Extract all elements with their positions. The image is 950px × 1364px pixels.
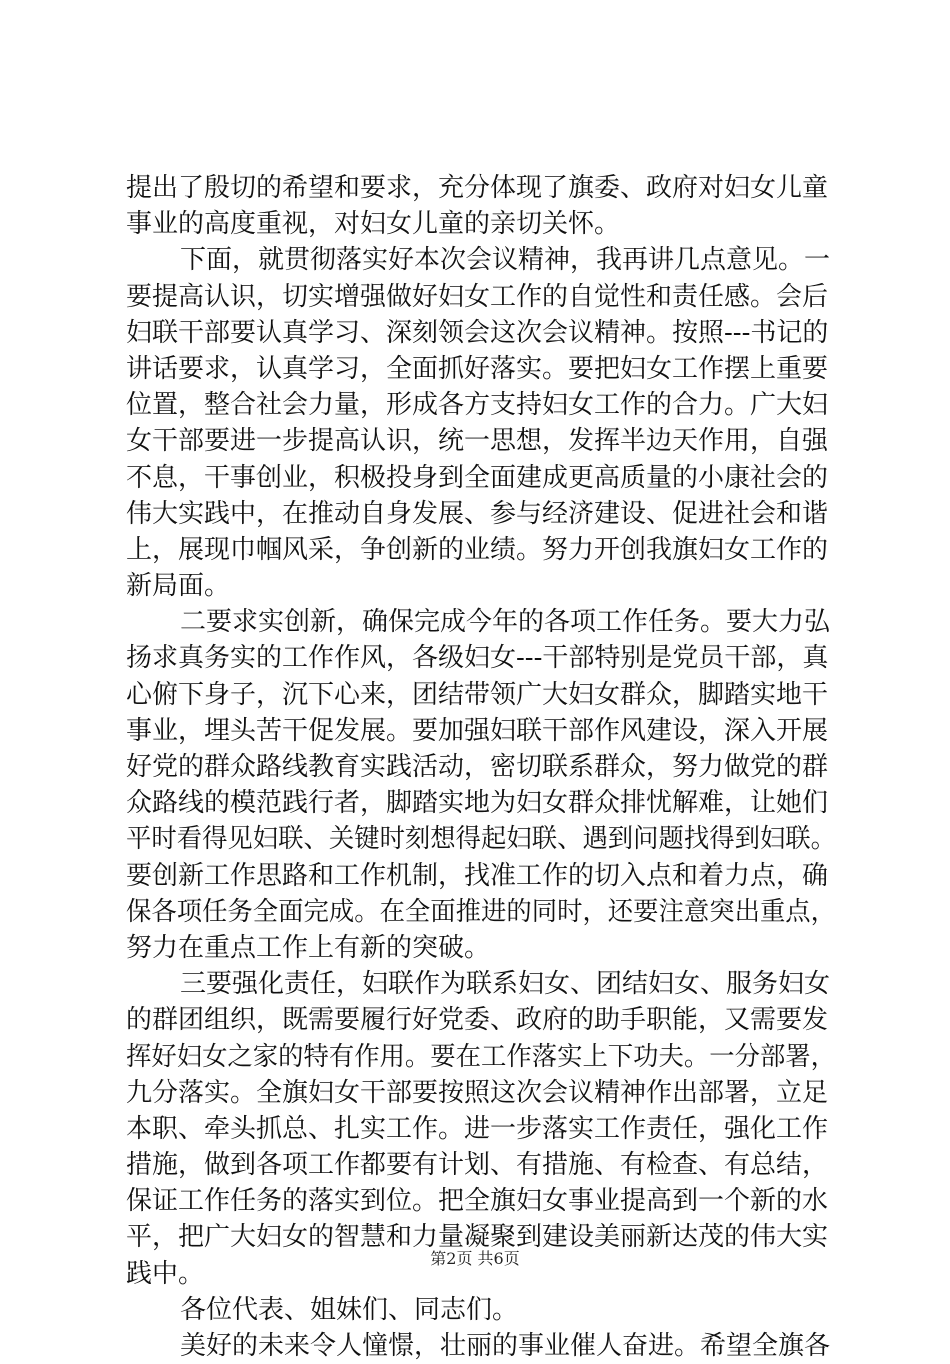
text-line: 保证工作任务的落实到位。把全旗妇女事业提高到一个新的水: [126, 1186, 829, 1217]
text-line: 三要强化责任，妇联作为联系妇女、团结妇女、服务妇女: [180, 969, 831, 1000]
text-line: 扬求真务实的工作作风，各级妇女---干部特别是党员干部，真: [126, 643, 829, 674]
text-line: 要提高认识，切实增强做好妇女工作的自觉性和责任感。会后: [126, 281, 829, 312]
text-line: 要创新工作思路和工作机制，找准工作的切入点和着力点，确: [126, 860, 829, 891]
text-line: 平，把广大妇女的智慧和力量凝聚到建设美丽新达茂的伟大实: [126, 1222, 829, 1253]
text-line: 践中。: [126, 1258, 205, 1289]
text-line: 伟大实践中，在推动自身发展、参与经济建设、促进社会和谐: [126, 498, 829, 529]
text-line: 女干部要进一步提高认识，统一思想，发挥半边天作用，自强: [126, 426, 829, 457]
text-line: 下面，就贯彻落实好本次会议精神，我再讲几点意见。一: [180, 245, 831, 276]
text-line: 保各项任务全面完成。在全面推进的同时，还要注意突出重点，: [126, 896, 837, 927]
text-line: 各位代表、姐妹们、同志们。: [180, 1294, 519, 1325]
text-line: 新局面。: [126, 571, 231, 602]
text-line: 妇联干部要认真学习、深刻领会这次会议精神。按照---书记的: [126, 317, 829, 348]
text-line: 位置，整合社会力量，形成各方支持妇女工作的合力。广大妇: [126, 390, 829, 421]
text-line: 美好的未来令人憧憬，壮丽的事业催人奋进。希望全旗各: [180, 1331, 831, 1361]
text-line: 挥好妇女之家的特有作用。要在工作落实上下功夫。一分部署，: [126, 1041, 837, 1072]
page-footer: 第2页 共6页: [430, 1249, 520, 1268]
text-line: 九分落实。全旗妇女干部要按照这次会议精神作出部署，立足: [126, 1077, 829, 1108]
text-line: 措施，做到各项工作都要有计划、有措施、有检查、有总结，: [126, 1150, 829, 1181]
text-line: 本职、牵头抓总、扎实工作。进一步落实工作责任，强化工作: [126, 1113, 829, 1144]
text-line: 众路线的模范践行者，脚踏实地为妇女群众排忧解难，让她们: [126, 788, 829, 819]
text-line: 事业，埋头苦干促发展。要加强妇联干部作风建设，深入开展: [126, 715, 829, 746]
text-line: 努力在重点工作上有新的突破。: [126, 932, 491, 963]
text-line: 的群团组织，既需要履行好党委、政府的助手职能，又需要发: [126, 1005, 829, 1036]
text-line: 平时看得见妇联、关键时刻想得起妇联、遇到问题找得到妇联。: [126, 824, 837, 855]
text-line: 好党的群众路线教育实践活动，密切联系群众，努力做党的群: [126, 752, 829, 782]
document-body: [126, 170, 836, 1364]
text-line: 二要求实创新，确保完成今年的各项工作任务。要大力弘: [180, 607, 831, 638]
text-line: 心俯下身子，沉下心来，团结带领广大妇女群众，脚踏实地干: [126, 679, 829, 710]
text-line: 事业的高度重视，对妇女儿童的亲切关怀。: [126, 209, 621, 240]
text-line: 不息，干事创业，积极投身到全面建成更高质量的小康社会的: [126, 462, 829, 493]
text-line: 上，展现巾帼风采，争创新的业绩。努力开创我旗妇女工作的: [126, 534, 829, 565]
text-line: 提出了殷切的希望和要求，充分体现了旗委、政府对妇女儿童: [126, 173, 829, 203]
text-line: 讲话要求，认真学习，全面抓好落实。要把妇女工作摆上重要: [126, 353, 829, 384]
